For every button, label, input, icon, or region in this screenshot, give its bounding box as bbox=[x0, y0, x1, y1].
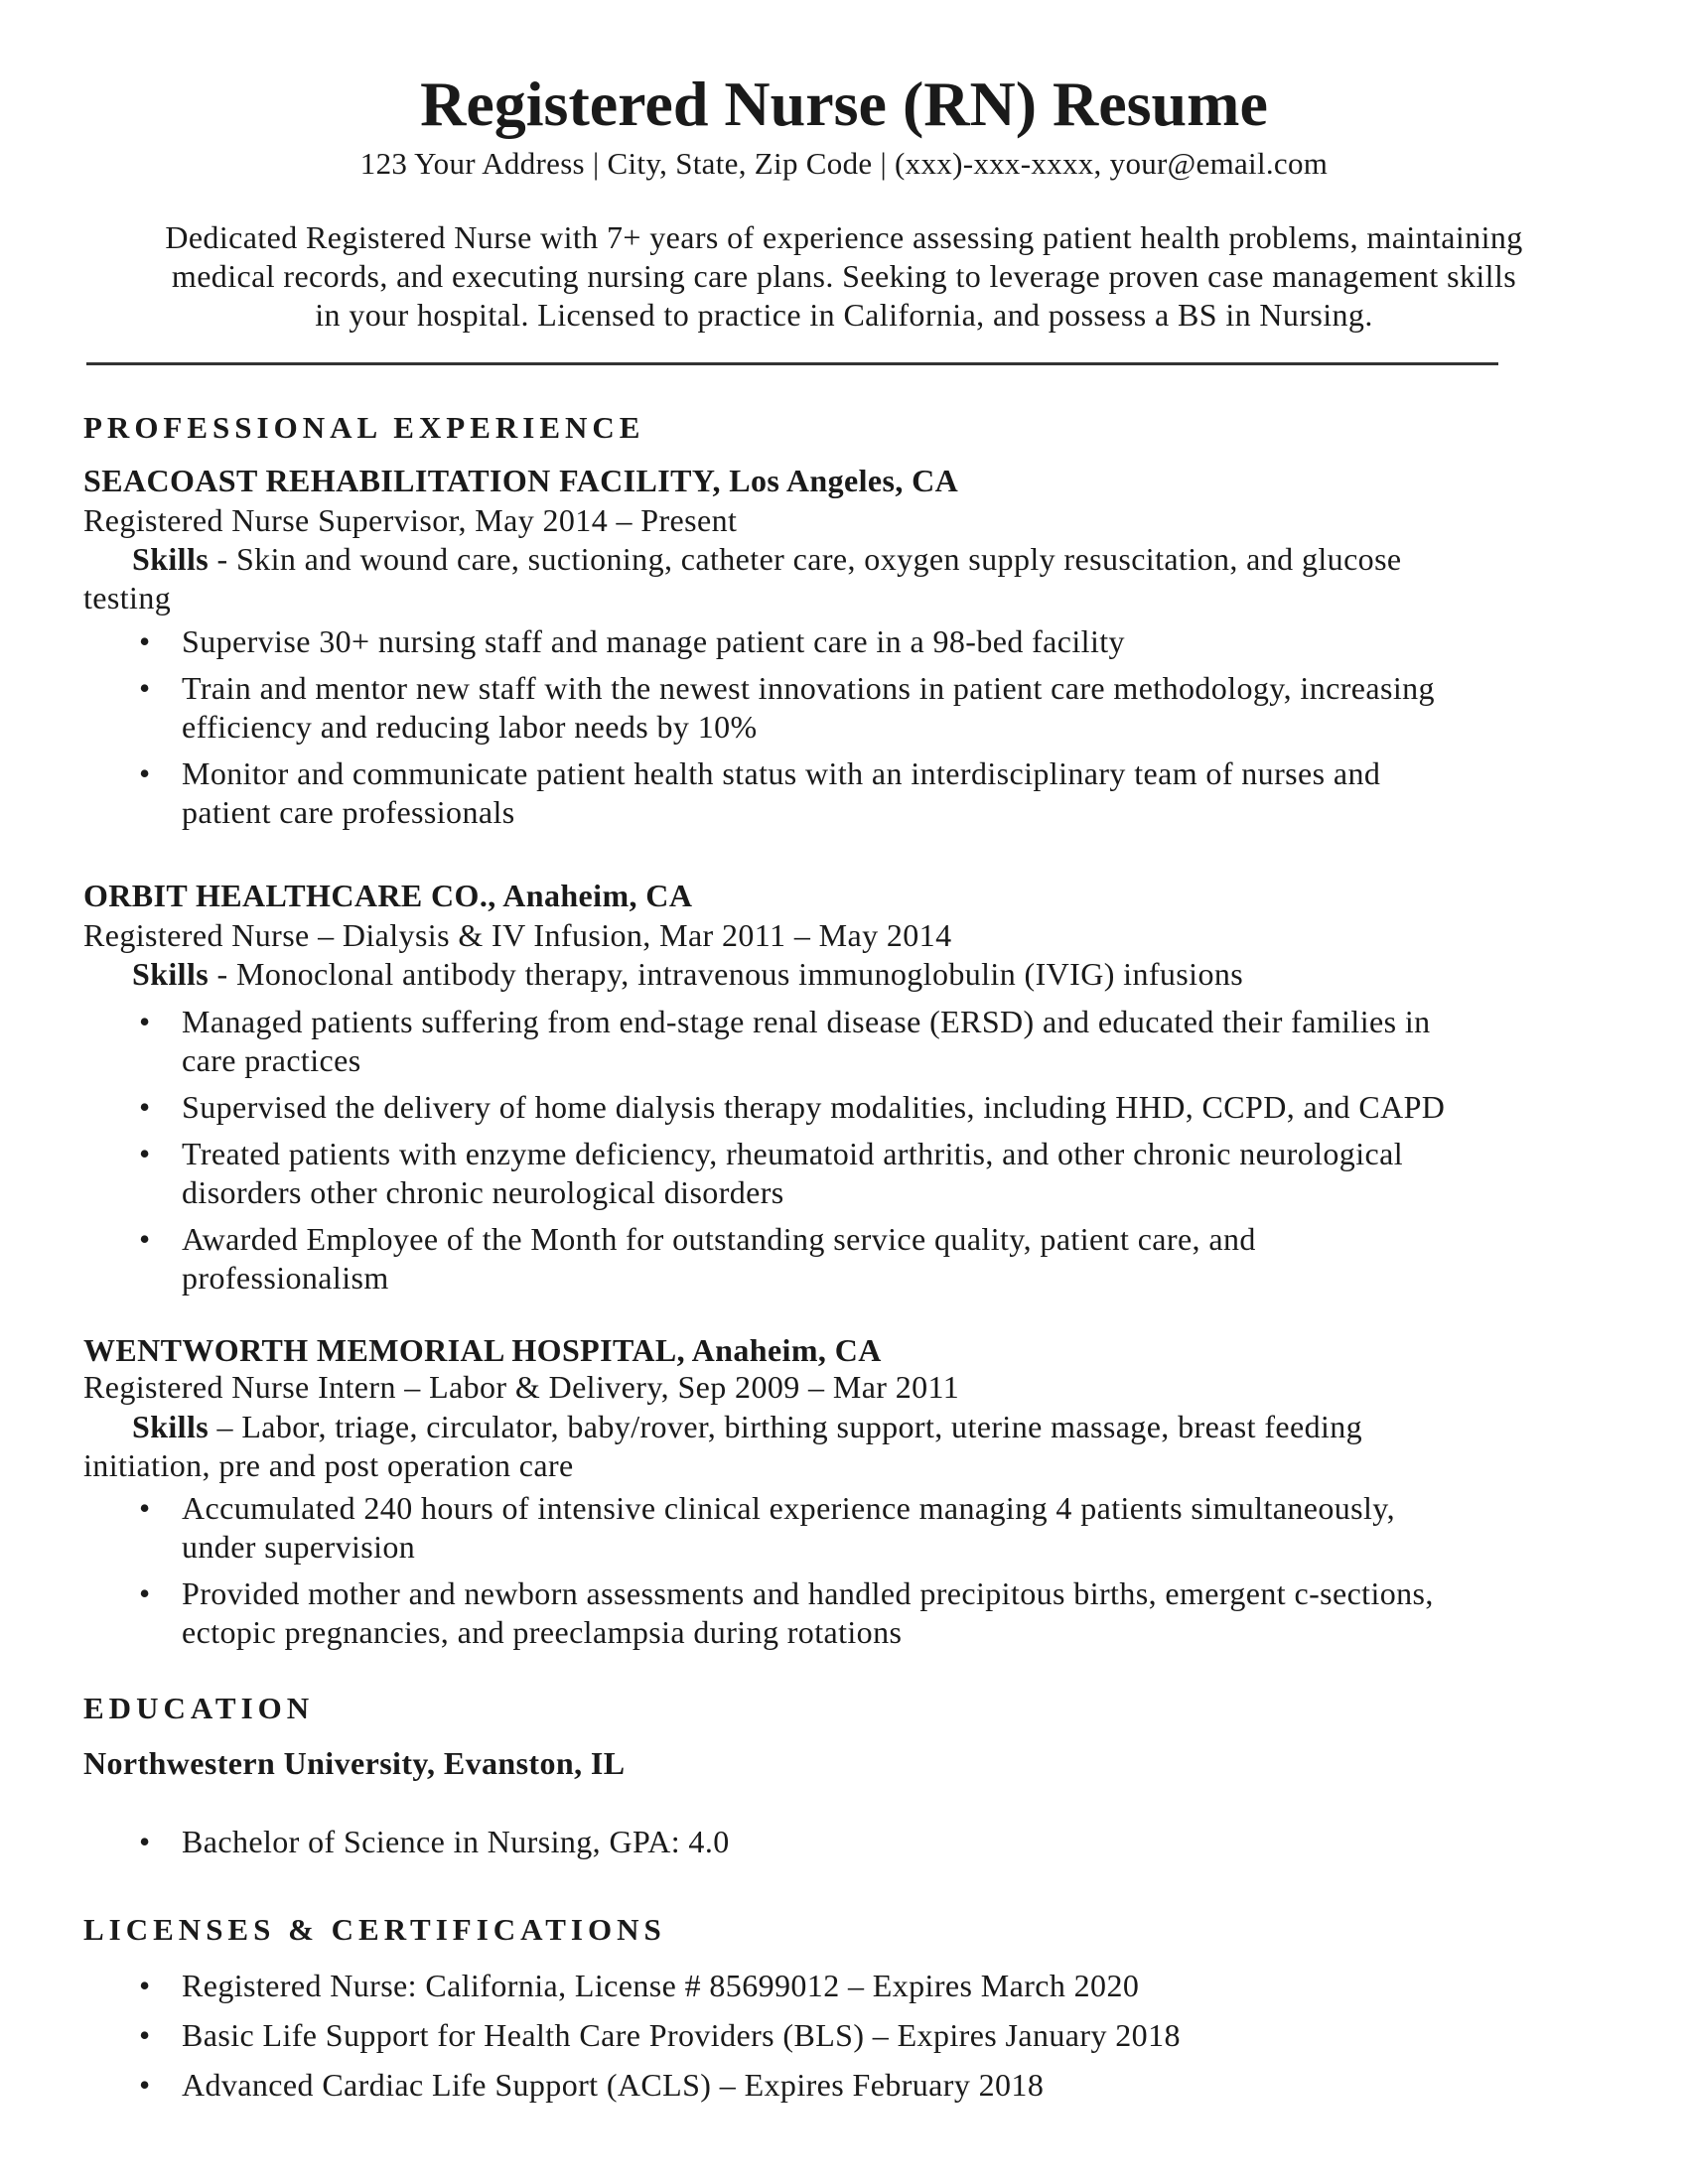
bullet-line: professionalism bbox=[182, 1260, 389, 1296]
summary-line: in your hospital. Licensed to practice in California, and possess a BS in Nursing. bbox=[315, 297, 1373, 333]
bullet-line: Managed patients suffering from end-stage renal disease (ERSD) and educated their families in bbox=[182, 1004, 1431, 1039]
employer-name: SEACOAST REHABILITATION FACILITY bbox=[83, 463, 713, 498]
bullet-dot-icon: • bbox=[139, 1968, 151, 2003]
bullet-item bbox=[139, 669, 1435, 747]
bullet-dot-icon: • bbox=[139, 1004, 151, 1039]
skills-line bbox=[83, 1408, 1362, 1446]
bullet-line: patient care professionals bbox=[182, 794, 515, 830]
education-bullets bbox=[139, 1823, 730, 1869]
skills-line bbox=[83, 579, 1402, 617]
skills-line bbox=[83, 540, 1402, 579]
employer-name: WENTWORTH MEMORIAL HOSPITAL bbox=[83, 1332, 677, 1368]
bullet-line: Supervise 30+ nursing staff and manage patient care in a 98-bed facility bbox=[182, 623, 1125, 659]
job-header bbox=[83, 1331, 882, 1370]
job-role: Registered Nurse – Dialysis & IV Infusion, Mar 2011 – May 2014 bbox=[83, 917, 952, 953]
bullet-line: Treated patients with enzyme deficiency, rheumatoid arthritis, and other chronic neurological bbox=[182, 1136, 1403, 1171]
bullet-item bbox=[139, 1088, 1445, 1127]
bullet-line: Bachelor of Science in Nursing, GPA: 4.0 bbox=[182, 1824, 730, 1859]
bullet-line: Registered Nurse: California, License # 85699012 – Expires March 2020 bbox=[182, 1968, 1140, 2003]
bullet-line: Supervised the delivery of home dialysis therapy modalities, including HHD, CCPD, and CAPD bbox=[182, 1089, 1446, 1125]
bullet-line: ectopic pregnancies, and preeclampsia during rotations bbox=[182, 1614, 903, 1650]
bullet-item bbox=[139, 1823, 730, 1861]
bullet-dot-icon: • bbox=[139, 1221, 151, 1257]
bullet-line: efficiency and reducing labor needs by 10% bbox=[182, 709, 758, 745]
job-role: Registered Nurse Supervisor, May 2014 – Present bbox=[83, 502, 738, 538]
job-header bbox=[83, 462, 958, 500]
license-bullets bbox=[139, 1967, 1181, 2116]
bullet-dot-icon: • bbox=[139, 1136, 151, 1171]
employer-name: ORBIT HEALTHCARE CO. bbox=[83, 878, 489, 913]
job-bullets bbox=[139, 622, 1435, 840]
job-bullets bbox=[139, 1003, 1445, 1305]
bullet-line: under supervision bbox=[182, 1529, 416, 1565]
job-skills bbox=[83, 1408, 1362, 1485]
bullet-item bbox=[139, 1574, 1434, 1652]
bullet-item bbox=[139, 2066, 1181, 2105]
bullet-dot-icon: • bbox=[139, 670, 151, 706]
bullet-item bbox=[139, 1220, 1445, 1297]
bullet-line: care practices bbox=[182, 1042, 361, 1078]
job-header bbox=[83, 877, 692, 915]
skills-label: Skills bbox=[132, 541, 210, 577]
bullet-dot-icon: • bbox=[139, 1490, 151, 1526]
section-heading-education: EDUCATION bbox=[83, 1691, 315, 1725]
bullet-item bbox=[139, 1135, 1445, 1212]
bullet-dot-icon: • bbox=[139, 755, 151, 791]
bullet-dot-icon: • bbox=[139, 1575, 151, 1611]
bullet-dot-icon: • bbox=[139, 2067, 151, 2103]
job-location: , Los Angeles, CA bbox=[712, 463, 959, 498]
skills-line bbox=[83, 1446, 1362, 1485]
bullet-line: Monitor and communicate patient health status with an interdisciplinary team of nurses and bbox=[182, 755, 1381, 791]
bullet-line: Basic Life Support for Health Care Providers (BLS) – Expires January 2018 bbox=[182, 2017, 1181, 2053]
bullet-item bbox=[139, 2016, 1181, 2055]
summary-line: medical records, and executing nursing care plans. Seeking to leverage proven case management skills bbox=[171, 258, 1517, 294]
section-heading-experience: PROFESSIONAL EXPERIENCE bbox=[83, 410, 645, 445]
summary-line: Dedicated Registered Nurse with 7+ years of experience assessing patient health problems, maintaining bbox=[165, 219, 1523, 255]
summary bbox=[0, 218, 1688, 335]
skills-text: initiation, pre and post operation care bbox=[83, 1447, 574, 1483]
bullet-line: Accumulated 240 hours of intensive clinical experience managing 4 patients simultaneously, bbox=[182, 1490, 1396, 1526]
divider bbox=[86, 362, 1498, 365]
job-bullets bbox=[139, 1489, 1434, 1660]
bullet-line: disorders other chronic neurological disorders bbox=[182, 1174, 784, 1210]
skills-label: Skills bbox=[132, 956, 210, 992]
job-skills bbox=[83, 955, 1243, 994]
bullet-item bbox=[139, 1489, 1434, 1567]
bullet-line: Train and mentor new staff with the newest innovations in patient care methodology, increasing bbox=[182, 670, 1435, 706]
school-name: Northwestern University, Evanston, IL bbox=[83, 1745, 626, 1781]
skills-text: - Skin and wound care, suctioning, catheter care, oxygen supply resuscitation, and glucose bbox=[209, 541, 1402, 577]
bullet-dot-icon: • bbox=[139, 623, 151, 659]
job-location: , Anaheim, CA bbox=[488, 878, 693, 913]
bullet-item bbox=[139, 754, 1435, 832]
bullet-dot-icon: • bbox=[139, 1089, 151, 1125]
skills-text: - Monoclonal antibody therapy, intravenous immunoglobulin (IVIG) infusions bbox=[209, 956, 1244, 992]
job-role: Registered Nurse Intern – Labor & Delivery, Sep 2009 – Mar 2011 bbox=[83, 1369, 960, 1405]
skills-label: Skills bbox=[132, 1409, 210, 1444]
job-location: , Anaheim, CA bbox=[676, 1332, 882, 1368]
contact-info: 123 Your Address | City, State, Zip Code | (xxx)-xxx-xxxx, your@email.com bbox=[359, 146, 1329, 181]
bullet-item bbox=[139, 1003, 1445, 1080]
bullet-line: Awarded Employee of the Month for outstanding service quality, patient care, and bbox=[182, 1221, 1256, 1257]
bullet-dot-icon: • bbox=[139, 1824, 151, 1859]
bullet-item bbox=[139, 1967, 1181, 2005]
bullet-item bbox=[139, 622, 1435, 661]
bullet-line: Provided mother and newborn assessments and handled precipitous births, emergent c-sections, bbox=[182, 1575, 1434, 1611]
skills-line bbox=[83, 955, 1243, 994]
job-skills bbox=[83, 540, 1402, 617]
skills-text: testing bbox=[83, 580, 172, 615]
bullet-dot-icon: • bbox=[139, 2017, 151, 2053]
bullet-line: Advanced Cardiac Life Support (ACLS) – Expires February 2018 bbox=[182, 2067, 1045, 2103]
section-heading-licenses: LICENSES & CERTIFICATIONS bbox=[83, 1912, 666, 1947]
page-title: Registered Nurse (RN) Resume bbox=[420, 68, 1268, 139]
skills-text: – Labor, triage, circulator, baby/rover, birthing support, uterine massage, breast feeding bbox=[209, 1409, 1363, 1444]
